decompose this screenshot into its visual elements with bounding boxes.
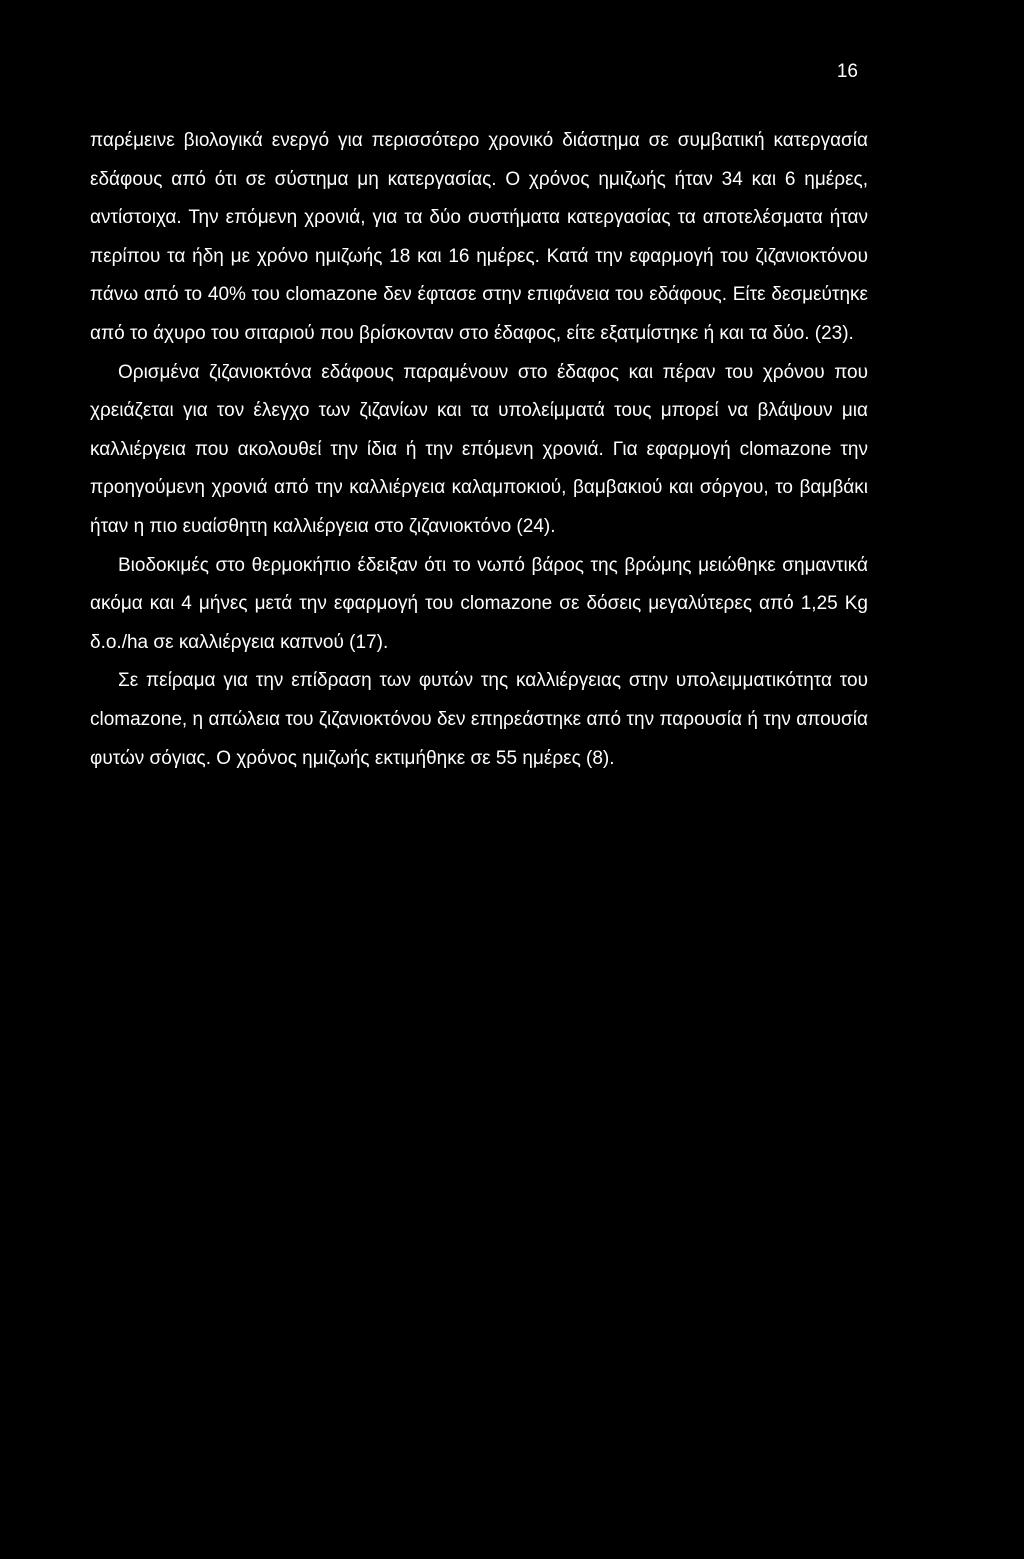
paragraph-1: παρέμεινε βιολογικά ενεργό για περισσότερο χρονικό διάστημα σε συμβατική κατεργασία εδάφους από ότι σε σύστημα μη κατεργασίας. Ο χρόνος ημιζωής ήταν 34 και 6 ημέρες, αντίστοιχα. Την επόμενη χρονιά, για τα δύο συστήματα κατεργασίας τα αποτελέσματα ήταν περίπου τα ήδη με χρόνο ημιζωής 18 και 16 ημέρες. Κατά την εφαρμογή του ζιζανιοκτόνου πάνω από το 40% του clomazone δεν έφτασε στην επιφάνεια του εδάφους. Είτε δεσμεύτηκε από το άχυρο του σιταριού που βρίσκονταν στο έδαφος, είτε εξατμίστηκε ή και τα δύο. (23).	[90, 130, 868, 344]
paragraph-3: Βιοδοκιμές στο θερμοκήπιο έδειξαν ότι το νωπό βάρος της βρώμης μειώθηκε σημαντικά ακόμα και 4 μήνες μετά την εφαρμογή του clomazone σε δόσεις μεγαλύτερες από 1,25 Kg δ.ο./ha σε καλλιέργεια καπνού (17).	[90, 554, 868, 653]
paragraph-4: Σε πείραμα για την επίδραση των φυτών της καλλιέργειας στην υπολειμματικότητα του clomazone, η απώλεια του ζιζανιοκτόνου δεν επηρεάστηκε από την παρουσία ή την απουσία φυτών σόγιας. Ο χρόνος ημιζωής εκτιμήθηκε σε 55 ημέρες (8).	[90, 670, 868, 769]
page-number: 16	[836, 61, 858, 82]
paragraph-2: Ορισμένα ζιζανιοκτόνα εδάφους παραμένουν στο έδαφος και πέραν του χρόνου που χρειάζεται για τον έλεγχο των ζιζανίων και τα υπολείμματά τους μπορεί να βλάψουν μια καλλιέργεια που ακολουθεί την ίδια ή την επόμενη χρονιά. Για εφαρμογή clomazone την προηγούμενη χρονιά από την καλλιέργεια καλαμποκιού, βαμβακιού και σόργου, το βαμβάκι ήταν η πιο ευαίσθητη καλλιέργεια στο ζιζανιοκτόνο (24).	[90, 361, 868, 537]
body-text	[90, 122, 868, 778]
